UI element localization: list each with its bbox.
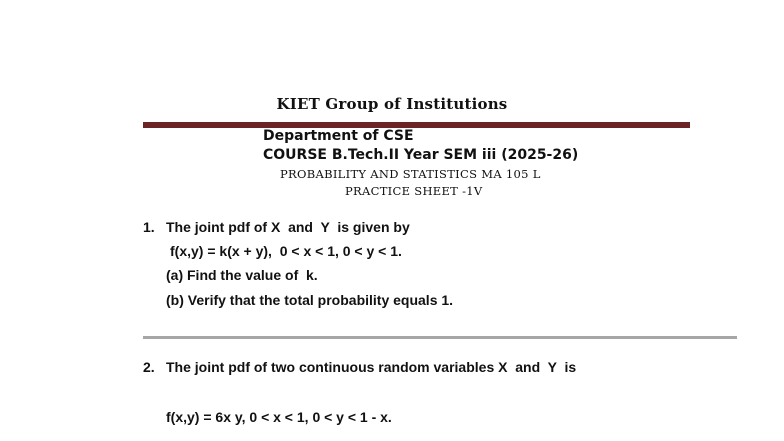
question-1-part-a: (a) Find the value of k. [166,267,318,283]
section-divider [143,336,737,339]
institution-title: KIET Group of Institutions [276,95,508,113]
question-1-formula: f(x,y) = k(x + y), 0 < x < 1, 0 < y < 1. [170,243,402,259]
question-1-number: 1. [143,219,155,235]
subject-line: PROBABILITY AND STATISTICS MA 105 L [280,167,541,181]
question-1-text: The joint pdf of X and Y is given by [166,219,410,235]
course-line: COURSE B.Tech.II Year SEM iii (2025-26) [263,147,579,163]
question-1-part-b: (b) Verify that the total probability equals 1. [166,292,454,308]
question-2-formula: f(x,y) = 6x y, 0 < x < 1, 0 < y < 1 - x. [166,409,392,425]
practice-sheet-title: PRACTICE SHEET -1V [345,184,483,198]
question-2-number: 2. [143,359,155,375]
header-rule [143,122,690,128]
department-name: Department of CSE [263,128,414,144]
question-2-text: The joint pdf of two continuous random variables X and Y is [166,359,577,375]
